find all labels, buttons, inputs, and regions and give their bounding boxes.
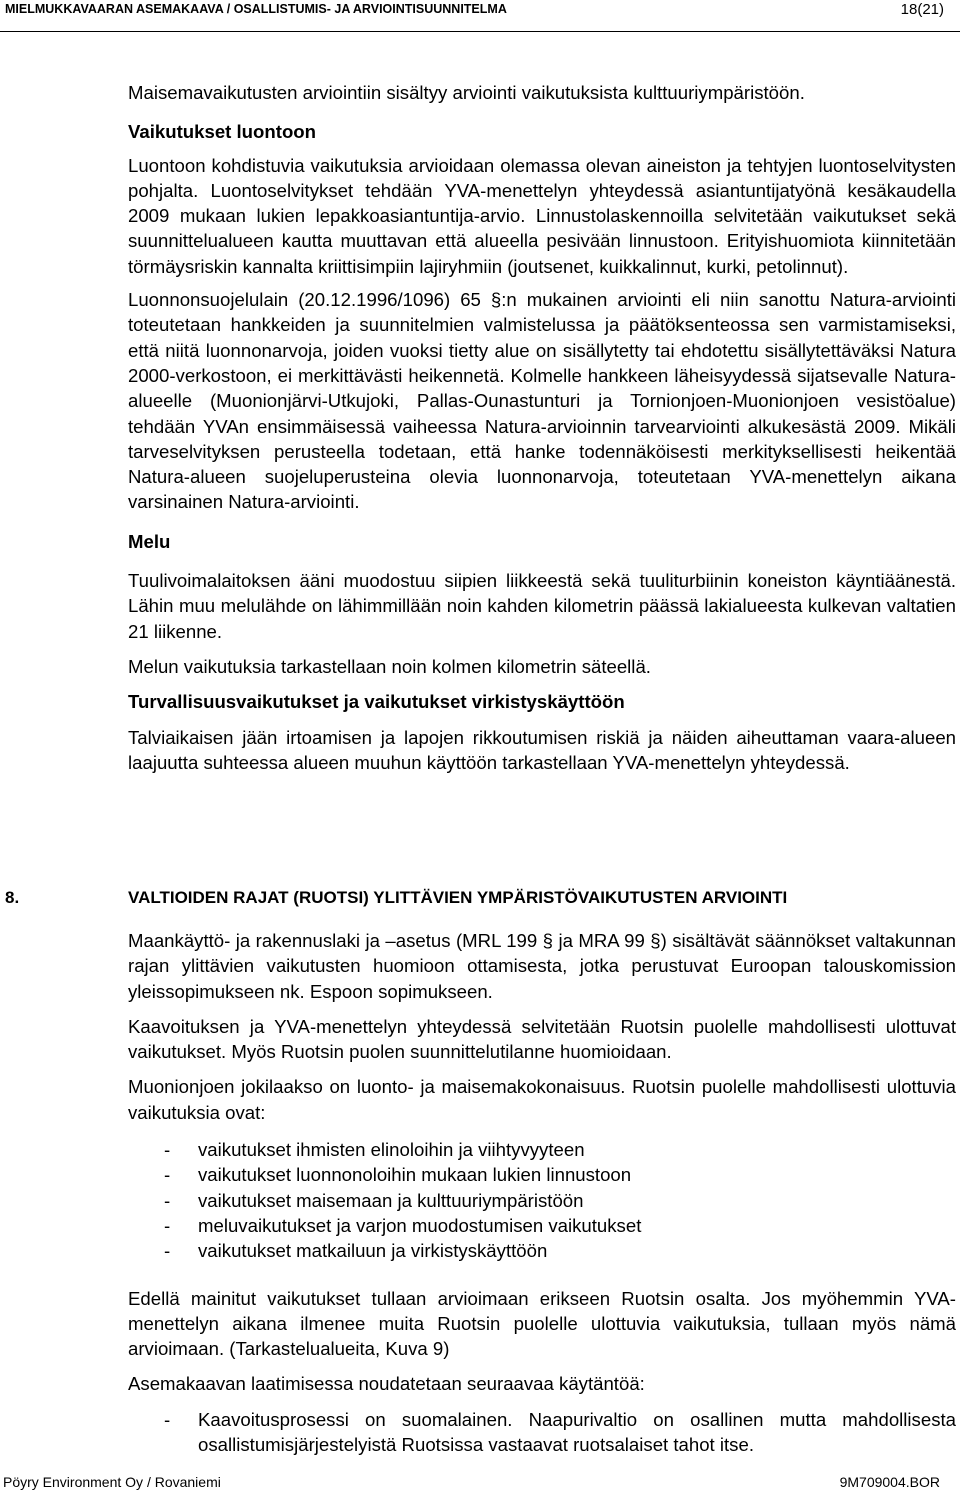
heading-noise: Melu — [128, 530, 171, 552]
list-item: - vaikutukset maisemaan ja kulttuuriympäristöön — [128, 1188, 956, 1213]
practice-intro: Asemakaavan laatimisessa noudatetaan seuraavaa käytäntöä: — [128, 1373, 645, 1395]
noise-paragraph-2: Melun vaikutuksia tarkastellaan noin kolmen kilometrin säteellä. — [128, 655, 651, 677]
list-dash: - — [164, 1240, 171, 1262]
document-title: MIELMUKKAVAARAN ASEMAKAAVA / OSALLISTUMIS- JA ARVIOINTISUUNNITELMA — [5, 2, 507, 16]
effects-list — [128, 1137, 956, 1263]
heading-nature-effects: Vaikutukset luontoon — [128, 121, 317, 143]
landscape-paragraph: Maisemavaikutusten arviointiin sisältyy arviointi vaikutuksista kulttuuriympäristöön. — [128, 82, 805, 103]
page-footer — [0, 1474, 960, 1494]
section-number: 8. — [5, 888, 20, 907]
law-paragraph: Maankäyttö- ja rakennuslaki ja –asetus (MRL 199 § ja MRA 99 §) sisältävät säännökset valtakunnan rajan ylittävien vaikutusten huomioon ottamisesta, jotka perustuvat Euroopan talouskomission yleissopimukseen nk. Espoon sopimukseen. — [128, 930, 956, 1002]
river-valley-paragraph: Muonionjoen jokilaakso on luonto- ja maisemakokonaisuus. Ruotsin puolelle mahdollisesti ulottuvia vaikutuksia ovat: — [128, 1076, 956, 1123]
list-item: - meluvaikutukset ja varjon muodostumisen vaikutukset — [128, 1213, 956, 1238]
header-divider — [0, 31, 960, 32]
list-dash: - — [164, 1189, 171, 1211]
practice-list — [128, 1407, 956, 1458]
list-dash: - — [164, 1214, 171, 1236]
list-dash: - — [164, 1139, 171, 1161]
list-dash: - — [164, 1408, 171, 1430]
company-name: Pöyry Environment Oy / Rovaniemi — [3, 1474, 221, 1490]
safety-paragraph: Talviaikaisen jään irtoamisen ja lapojen rikkoutumisen riskiä ja näiden aiheuttaman vaara-alueen laajuutta suhteessa alueen muuhun käyttöön tarkastellaan YVA-menettelyn yhteydessä. — [128, 726, 956, 773]
document-code: 9M709004.BOR — [839, 1474, 940, 1490]
list-item: - Kaavoitusprosessi on suomalainen. Naapurivaltio on osallinen mutta mahdollisesta osallistumisjärjestelyistä Ruotsissa vastaavat ruotsalaiset tahot itse. — [164, 1408, 956, 1456]
list-item: - vaikutukset ihmisten elinoloihin ja viihtyvyyteen — [128, 1137, 956, 1162]
list-dash: - — [164, 1164, 171, 1186]
section-title: VALTIOIDEN RAJAT (RUOTSI) YLITTÄVIEN YMPÄRISTÖVAIKUTUSTEN ARVIOINTI — [128, 888, 788, 907]
nature-paragraph: Luontoon kohdistuvia vaikutuksia arvioidaan olemassa olevan aineiston ja tehtyjen luontoselvitysten pohjalta. Luontoselvitykset tehdään YVA-menettelyn yhteydessä asiantuntijatyönä kesäkaudella 2009 mukaan lukien lepakkoasiantuntija-arvio. Linnustolaskennoilla selvitetään vaikutukset sekä suunnittelualueen kautta muuttavan että alueella pesivään linnustoon. Erityishuomiota kiinnitetään törmäysriskin kannalta kriittisimpiin lajiryhmiin (joutsenet, kuikkalinnut, kurki, petolinnut). — [128, 154, 956, 277]
main-content-top — [128, 80, 956, 775]
list-item: - vaikutukset luonnonoloihin mukaan lukien linnustoon — [128, 1162, 956, 1187]
heading-safety: Turvallisuusvaikutukset ja vaikutukset virkistyskäyttöön — [128, 691, 625, 713]
page-header — [0, 0, 960, 33]
natura-paragraph: Luonnonsuojelulain (20.12.1996/1096) 65 §:n mukainen arviointi eli niin sanottu Natura-arviointi toteutetaan hankkeiden ja suunnitelmien valmistelussa ja päätöksenteossa sen varmistamiseksi, että niitä luonnonarvoja, joiden vuoksi tietty alue on sisällytetty tai ehdotettu sisällytettäväksi Natura 2000-verkostoon, ei merkittävästi heikennetä. Kolmelle hankkeen läheisyydessä sijatsevalle Natura-alueelle (Muonionjärvi-Utkujoki, Pallas-Ounastunturi ja Tornionjoen-Muonionjoen vesistöalue) tehdään YVAn ensimmäisessä vaiheessa Natura-arvioinnin tarvearviointi alkukesästä 2009. Mikäli tarveselvityksen perusteella todetaan, että hanke todennäköisesti merkityksellisesti heikentää Natura-alueen suojeluperusteina olevia luonnonarvoja, toteutetaan YVA-menettelyn aikana varsinainen Natura-arviointi. — [128, 289, 956, 513]
list-item: - vaikutukset matkailuun ja virkistyskäyttöön — [128, 1238, 956, 1263]
evaluation-paragraph: Edellä mainitut vaikutukset tullaan arvioimaan erikseen Ruotsin osalta. Jos myöhemmin YVA-menettelyn aikana ilmenee muita Ruotsin puolelle ulottuvia vaikutuksia, tullaan myös nämä arvioimaan. (Tarkastelualueita, Kuva 9) — [128, 1287, 956, 1360]
noise-paragraph-1: Tuulivoimalaitoksen ääni muodostuu siipien liikkeestä sekä tuuliturbiinin koneiston käyntiäänestä. Lähin muu melulähde on lähimmillään noin kahden kilometrin päässä lakialueesta kulkevan valtatien 21 liikenne. — [128, 570, 956, 642]
sweden-paragraph: Kaavoituksen ja YVA-menettelyn yhteydessä selvitetään Ruotsin puolelle mahdollisesti ulottuvat vaikutukset. Myös Ruotsin puolen suunnittelutilanne huomioidaan. — [128, 1015, 956, 1063]
main-content-section8 — [128, 928, 956, 1457]
page-number: 18(21) — [900, 1, 944, 18]
